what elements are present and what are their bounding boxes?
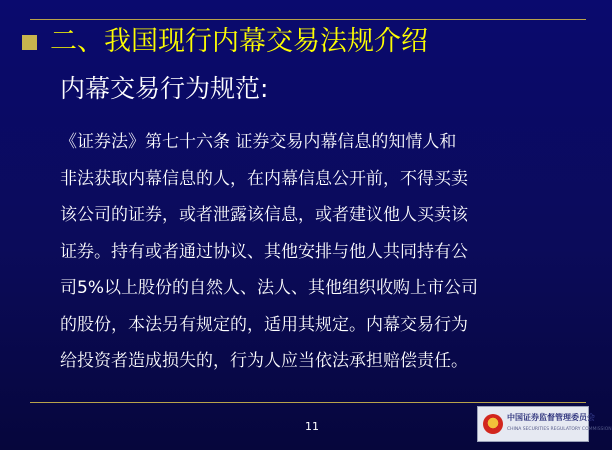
body-paragraph [60,124,544,380]
body-line: 该公司的证券，或者泄露该信息，或者建议他人买卖该 [60,205,468,225]
body-line: 非法获取内幕信息的人，在内幕信息公开前，不得买卖 [60,168,468,189]
logo-text: 中国证券监督管理委员会 [507,413,595,422]
slide-title: 二、我国现行内幕交易法规介绍 [50,26,428,57]
page-number: 11 [305,420,319,433]
title-bullet-square [22,35,37,50]
body-line: 《证券法》第七十六条 证券交易内幕信息的知情人和 [60,132,457,152]
emblem-icon [483,414,503,434]
body-line: 证券。持有或者通过协议、其他安排与他人共同持有公 [60,241,468,262]
slide-subtitle: 内幕交易行为规范: [60,74,269,103]
body-line: 的股份，本法另有规定的，适用其规定。内幕交易行为 [60,314,468,335]
top-divider [30,19,586,20]
body-line: 司5%以上股份的自然人、法人、其他组织收购上市公司 [60,278,478,298]
csrc-logo [477,406,612,442]
bottom-divider [30,402,586,403]
body-line: 给投资者造成损失的，行为人应当依法承担赔偿责任。 [60,351,468,371]
logo-subtext: CHINA SECURITIES REGULATORY COMMISSION [507,427,612,432]
